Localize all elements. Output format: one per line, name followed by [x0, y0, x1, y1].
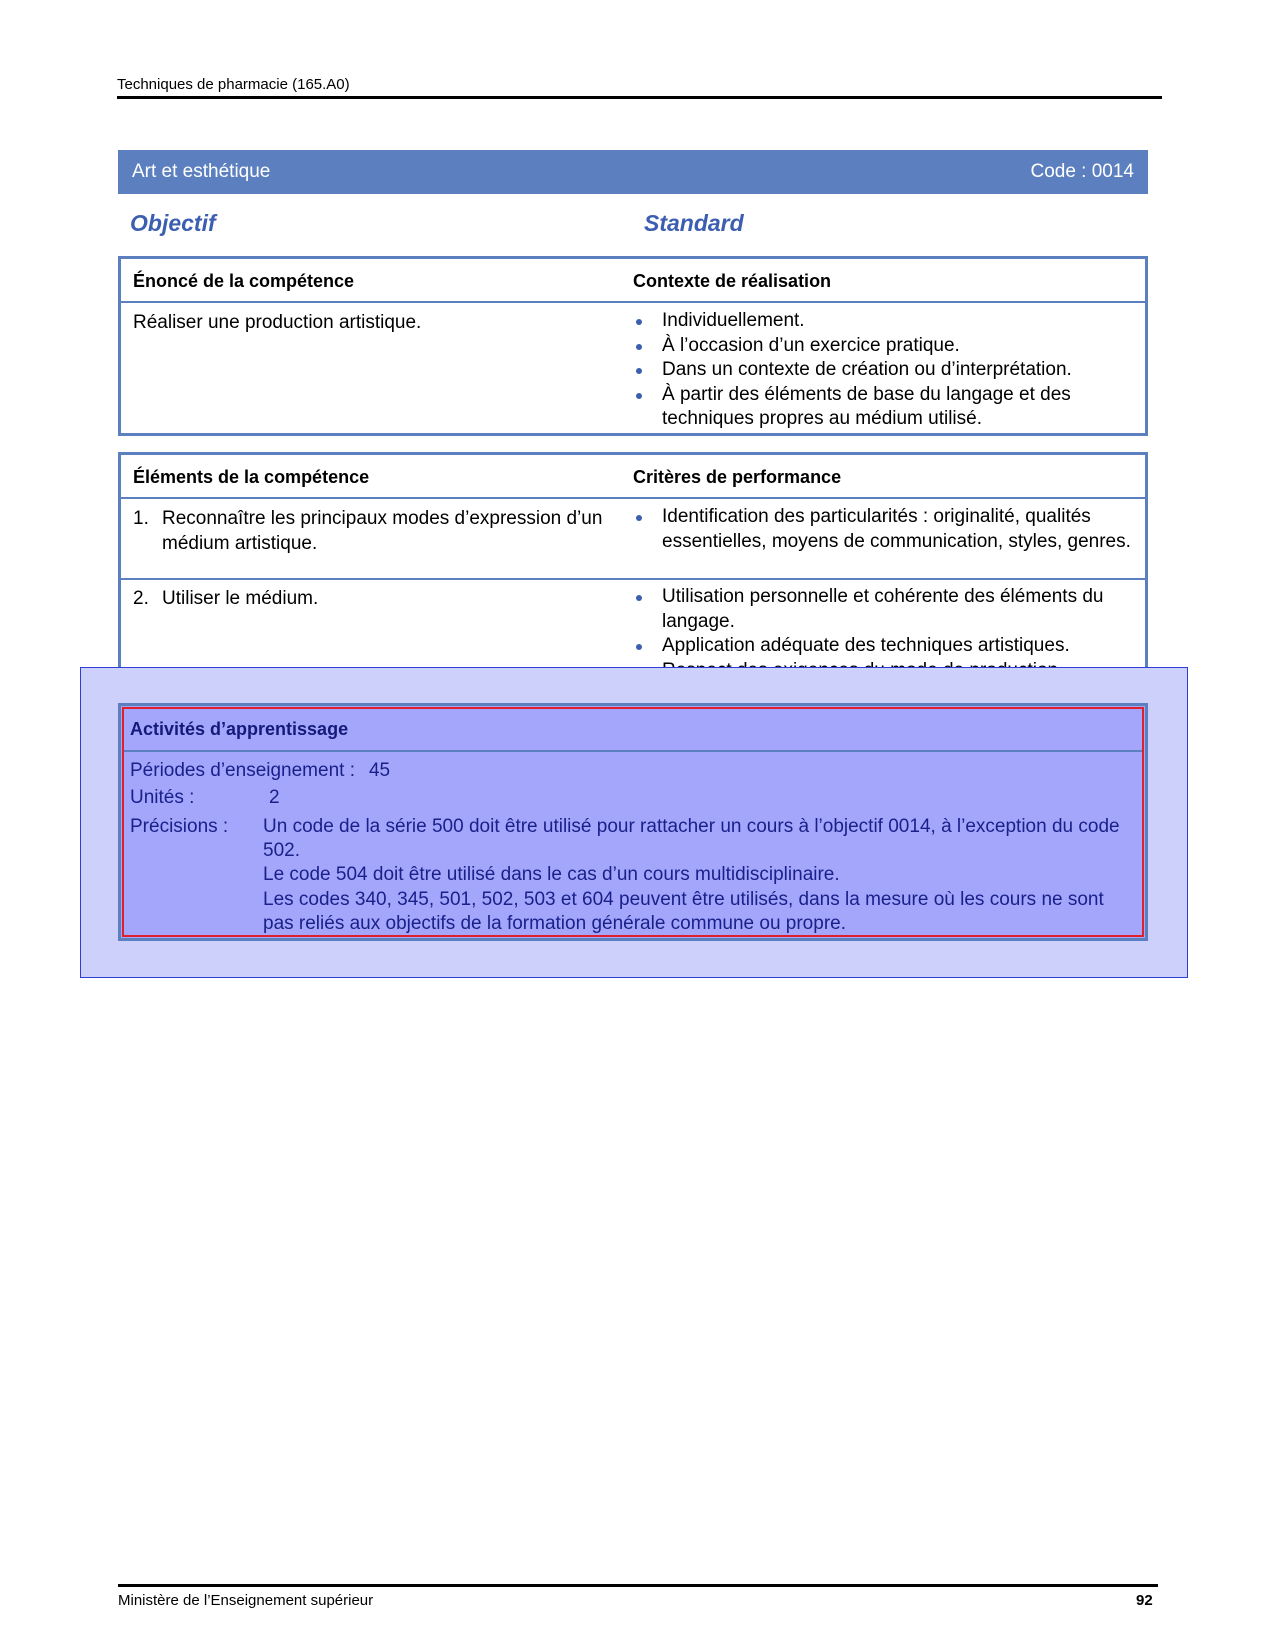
competency-code: Code : 0014 [1030, 161, 1134, 182]
elements-header: Éléments de la compétence [133, 467, 370, 487]
list-item: À l’occasion d’un exercice pratique. [633, 334, 1131, 359]
precision-item: Le code 504 doit être utilisé dans le cas d’un cours multidisciplinaire. [263, 864, 840, 886]
bullet-icon [636, 319, 642, 325]
criteria-header: Critères de performance [633, 467, 842, 487]
bullet-icon [636, 515, 642, 521]
precision-item: Les codes 340, 345, 501, 502, 503 et 604 peuvent être utilisés, dans la mesure où les cours ne sont pas reliés aux objectifs de la formation générale commune ou propre. [263, 888, 1104, 934]
table-divider [121, 497, 1145, 499]
list-item: Individuellement. [633, 309, 1131, 334]
list-item: À partir des éléments de base du langage et des techniques propres au médium utilisé. [633, 383, 1131, 432]
statement-header: Énoncé de la compétence [133, 271, 355, 291]
competency-title: Art et esthétique [132, 161, 271, 182]
element-2: 2. Utiliser le médium. [133, 588, 319, 609]
bullet-icon [636, 344, 642, 350]
title-bar [118, 150, 1148, 194]
table-divider [121, 301, 1145, 303]
element-1: 1. Reconnaître les principaux modes d’expression d’un médium artistique. [133, 508, 603, 554]
bullet-icon [636, 595, 642, 601]
footer-rule [118, 1584, 1158, 1587]
activities-title: Activités d’apprentissage [130, 719, 349, 739]
page-number: 92 [1136, 1592, 1153, 1609]
list-item: Dans un contexte de création ou d’interprétation. [633, 358, 1131, 383]
standard-heading: Standard [644, 210, 744, 236]
table-divider [121, 578, 1145, 580]
context-header: Contexte de réalisation [633, 271, 832, 291]
teaching-periods: Périodes d’enseignement : 45 [130, 760, 391, 781]
list-item: Application adéquate des techniques artistiques. [633, 634, 1131, 659]
precision-item: Un code de la série 500 doit être utilisé pour rattacher un cours à l’objectif 0014, à l’exception du code 502. [263, 816, 1120, 862]
footer-ministry: Ministère de l’Enseignement supérieur [118, 1592, 374, 1609]
performance-table [118, 452, 1148, 686]
precisions: Précisions : Un code de la série 500 doit être utilisé pour rattacher un cours à l’objectif 0014, à l’exception du code 502. Le code 504 doit être utilisé dans le cas d’un cours multidisciplinaire. Les codes 340, 345, 501, 502, 503 et 604 peuvent être utilisés, dans la mesure où les cours ne sont pas reliés aux objectifs de la formation générale commune ou propre. [130, 815, 1130, 936]
statement-table [118, 256, 1148, 436]
list-item: Identification des particularités : originalité, qualités essentielles, moyens de communication, styles, genres. [633, 505, 1131, 554]
units: Unités : 2 [130, 787, 280, 808]
context-list [633, 309, 1131, 432]
bullet-icon [636, 644, 642, 650]
criteria-list [633, 505, 1131, 554]
objectif-heading: Objectif [130, 210, 216, 236]
competency-statement: Réaliser une production artistique. [133, 312, 422, 333]
activities-box [118, 703, 1148, 941]
header-rule [117, 96, 1162, 99]
bullet-icon [636, 368, 642, 374]
running-header: Techniques de pharmacie (165.A0) [117, 76, 350, 93]
table-divider [124, 750, 1142, 752]
list-item: Utilisation personnelle et cohérente des éléments du langage. [633, 585, 1131, 634]
bullet-icon [636, 393, 642, 399]
